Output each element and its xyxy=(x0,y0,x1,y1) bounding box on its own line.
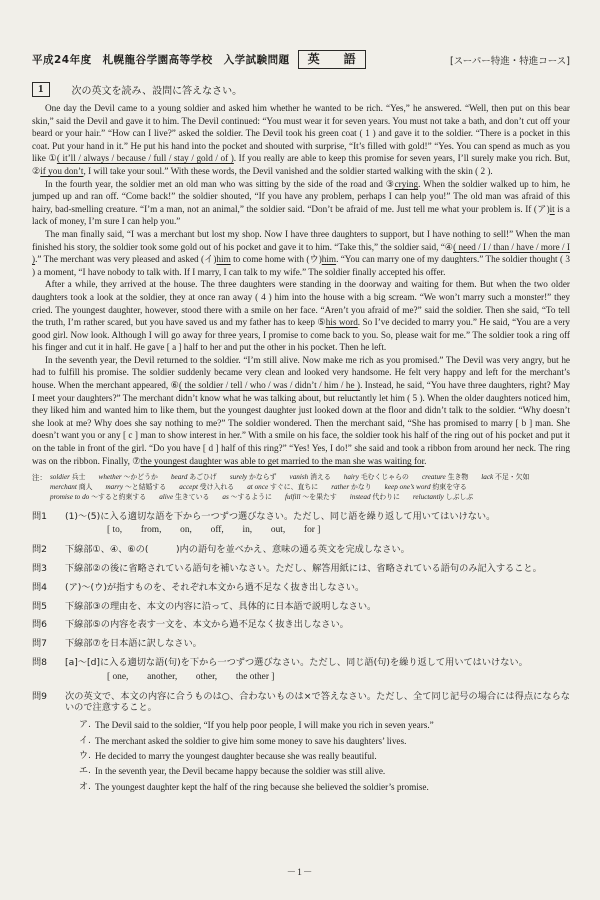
note-line xyxy=(50,493,570,503)
passage xyxy=(32,102,570,467)
note-item xyxy=(350,493,400,503)
note-item xyxy=(159,493,209,503)
note-meaning: 約束を守る xyxy=(432,483,467,492)
passage-text: . So I’ve decided to marry you.” He said, “You are a very good girl. Now look. Although I will go away for three years, I promise to come back to you. So, please wait for me.” The soldier took a ring off his finger and cut it in half. He gave [ a ] half to her and put the other in his pocket. Then he left. xyxy=(32,317,571,353)
note-meaning: かならず xyxy=(248,473,277,482)
statement-item xyxy=(79,764,570,779)
section-instruction: 次の英文を読み、設問に答えなさい。 xyxy=(71,86,243,97)
question-label: 問1 xyxy=(32,510,48,522)
note-meaning: すぐに、直ちに xyxy=(269,483,319,492)
note-item xyxy=(290,473,331,483)
statement-label: ウ. xyxy=(79,750,91,761)
passage-text: . xyxy=(424,455,427,466)
note-item xyxy=(422,473,468,483)
passage-text: . Instead, he said, “You have three daughters, right? May I meet your daughters?” The merchant didn’t know what he was talking about, but reluctantly let him ( 5 ). When the older daughters noticed him, they liked him and wanted him to like them, but the youngest daughter just looked down at the floor and didn’t talk to the soldier. “Why doesn’t she look at me? Why does she say nothing to me?” The soldier wondered. Then the merchant said, “She has promised to marry [ b ] man. She doesn’t want you or any [ c ] man to show interest in her.” With a smile on his face, the soldier took his half of the ring out of his pocket and put it on the table in front of the girl. “Do you have [ d ] half of this ring?” “Yes! Yes, I do!” she said and took a ribbon from around her neck. The ring was on the ribbon. Finally, ⑦ xyxy=(32,380,570,466)
note-word: soldier xyxy=(50,473,70,482)
question-text: (ア)～(ウ)が指すものを、それぞれ本文から過不足なく抜き出しなさい。 xyxy=(65,581,365,593)
question-text: 下線部①、④、⑥の( )内の語句を並べかえ、意味の通る英文を完成しなさい。 xyxy=(65,544,410,556)
note-word: hairy xyxy=(343,473,359,482)
section-head xyxy=(32,82,570,97)
underlined-phrase: the youngest daughter was able to get married to the man she was waiting for xyxy=(140,455,425,466)
subject-box: 英 語 xyxy=(298,50,366,69)
note-meaning: ～するように xyxy=(230,492,272,501)
passage-text: . When the soldier walked up to him, he jumped up and ran off. “Come back!” the soldier shouted, “If you have any problem, perhaps I can help you!” The old man was afraid of this hairy, bad-smelling creature. “I’m a man, not an animal,” the soldier said. “Don’t be afraid of me. Just tell me what your problem is. If (ア) xyxy=(32,178,570,214)
statement-item xyxy=(79,734,570,749)
note-meaning: ～かどうか xyxy=(123,473,158,482)
note-word: at once xyxy=(247,483,269,492)
note-item xyxy=(105,483,166,493)
passage-paragraph-4 xyxy=(32,278,570,354)
passage-paragraph-1 xyxy=(32,102,570,178)
question-label: 問6 xyxy=(32,619,48,631)
note-meaning: かなり xyxy=(350,483,372,492)
questions-list xyxy=(32,511,570,796)
note-item xyxy=(385,483,467,493)
question-label: 問2 xyxy=(32,544,48,556)
statement-item xyxy=(79,718,570,733)
note-meaning: 不足・欠如 xyxy=(495,473,530,482)
passage-text: In the seventh year, the Devil returned to the soldier. “I’m still alive. Now make me rich as you promised.” The Devil was very angry, but he had to fulfill his promise. The soldier suddenly became very clean and looked very handsome. He felt very happy and left for the merchant’s house. When the merchant appeared, ⑥ xyxy=(32,354,570,391)
note-item xyxy=(50,483,92,493)
note-meaning: 兵士 xyxy=(71,473,86,482)
question-options: [ one, another, other, the other ] xyxy=(107,671,275,682)
note-word: rather xyxy=(331,483,350,492)
statement-label: オ. xyxy=(79,781,91,792)
question xyxy=(32,511,570,538)
question xyxy=(32,691,570,796)
question-options: [ to, from, on, off, in, out, for ] xyxy=(107,525,321,536)
note-meaning: ～すると約束する xyxy=(91,492,147,501)
note-word: alive xyxy=(159,492,174,501)
passage-text: , I will take your soul.” With these words, the Devil vanished and the soldier started walking with the skin ( 2 ). xyxy=(83,165,493,176)
question-label: 問4 xyxy=(32,581,48,593)
underlined-phrase: ( need / I / than / have / more / I ) xyxy=(32,241,570,265)
note-word: promise to do xyxy=(50,492,90,501)
statement-text: He decided to marry the youngest daughter because she was really beautiful. xyxy=(95,750,377,761)
note-word: fulfill xyxy=(284,492,301,501)
note-item xyxy=(344,473,409,483)
note-item xyxy=(230,473,277,483)
passage-text: One day the Devil came to a young soldier and asked him whether he wanted to be rich. “Yes,” he answered. “Well, then put on this bear skin,” said the Devil and gave it to him. The Devil continued: “You must wear it for seven years. You must not take a bath, and don’t cut off your beard or your hair.” “How can I live?” asked the soldier. The Devil took his green coat ( 1 ) and gave it to the soldier. “There is a pocket in this coat. Put your hand in it.” He put his hand into the pocket and shouted with surprise, “It’s filled with gold!” “Yes. You can spend as much as you like ① xyxy=(32,103,570,164)
note-item xyxy=(481,473,529,483)
question xyxy=(32,563,570,575)
statement-text: In the seventh year, the Devil became happy because the soldier was still alive. xyxy=(95,766,386,777)
underlined-phrase: it xyxy=(549,203,555,214)
note-meaning: 生き物 xyxy=(447,473,469,482)
underlined-phrase: his word xyxy=(325,317,358,328)
note-item xyxy=(50,493,146,503)
underlined-phrase: him xyxy=(321,254,337,265)
passage-paragraph-3 xyxy=(32,228,570,278)
note-word: surely xyxy=(229,473,248,482)
underlined-phrase: ( the soldier / tell / who / was / didn’t / him / he ) xyxy=(179,380,361,391)
note-meaning: 代わりに xyxy=(372,492,400,501)
note-word: keep one’s word xyxy=(384,483,431,492)
statement-text: The merchant asked the soldier to give him some money to save his daughters’ lives. xyxy=(95,735,407,746)
note-item xyxy=(413,493,473,503)
statement-label: ア. xyxy=(79,720,91,731)
question-text: 下線部⑦を日本語に訳しなさい。 xyxy=(65,638,202,650)
section-number-box: 1 xyxy=(32,82,50,97)
notes-label: 注： xyxy=(32,473,47,483)
underlined-phrase: if you don’t xyxy=(40,165,84,176)
question-text: 下線部③の理由を、本文の内容に沿って、具体的に日本語で説明しなさい。 xyxy=(65,600,377,612)
note-item xyxy=(179,483,234,493)
note-word: instead xyxy=(349,492,371,501)
statement-label: イ. xyxy=(79,735,91,746)
note-word: accept xyxy=(179,483,198,492)
question-text: (1)～(5)に入る適切な語を下から一つずつ選びなさい。ただし、同じ語を繰り返して用いてはいけない。 xyxy=(65,510,496,522)
note-meaning: ～を果たす xyxy=(302,492,337,501)
passage-text: The man finally said, “I was a merchant but lost my shop. Now I have three daughters to support, but I have nothing to sell!” When the man finished his story, the soldier took some gold out of his pocket and gave it to him. “Take this,” the soldier said, “④ xyxy=(32,228,570,252)
note-item xyxy=(50,473,86,483)
question-label: 問8 xyxy=(32,656,48,668)
underlined-phrase: crying xyxy=(394,178,419,189)
note-line xyxy=(50,473,570,483)
note-meaning: あごひげ xyxy=(189,473,217,482)
note-meaning: 商人 xyxy=(78,483,93,492)
passage-paragraph-2 xyxy=(32,178,570,228)
passage-text: In the fourth year, the soldier met an old man who was sitting by the side of the road and ③ xyxy=(45,178,395,189)
question xyxy=(32,657,570,684)
note-word: whether xyxy=(98,473,122,482)
note-word: marry xyxy=(105,483,124,492)
vocabulary-notes xyxy=(32,473,570,502)
question-text: 下線部⑤の内容を表す一文を、本文から過不足なく抜き出しなさい。 xyxy=(65,619,349,631)
note-word: merchant xyxy=(50,483,77,492)
page-number: －1－ xyxy=(286,868,314,878)
note-word: reluctantly xyxy=(412,492,444,501)
note-word: beard xyxy=(170,473,188,482)
question xyxy=(32,582,570,594)
note-item xyxy=(247,483,318,493)
question-text: [a]～[d]に入る適切な語(句)を下から一つずつ選びなさい。ただし、同じ語(句)を繰り返して用いてはいけない。 xyxy=(65,656,528,668)
statement-label: エ. xyxy=(79,766,91,777)
note-word: lack xyxy=(481,473,494,482)
question-label: 問7 xyxy=(32,638,48,650)
statement-item xyxy=(79,780,570,795)
header xyxy=(32,50,570,69)
note-word: creature xyxy=(421,473,446,482)
question xyxy=(32,638,570,650)
question-label: 問3 xyxy=(32,563,48,574)
question xyxy=(32,619,570,631)
note-item xyxy=(171,473,217,483)
question-text: 次の英文で、本文の内容に合うものは○、合わないものは×で答えなさい。ただし、全て同じ記号の場合には得点にならないので注意すること。 xyxy=(65,690,570,714)
note-line xyxy=(50,483,570,493)
statement-list xyxy=(79,718,570,795)
underlined-phrase: him xyxy=(216,254,231,265)
course-label: [スーパー特進・特進コース] xyxy=(450,55,570,67)
note-word: vanish xyxy=(289,473,309,482)
note-item xyxy=(285,493,337,503)
note-meaning: 受け入れる xyxy=(199,483,235,492)
statement-text: The Devil said to the soldier, “If you help poor people, I will make you rich in seven years.” xyxy=(95,720,434,731)
passage-text: . “You can marry one of my daughters.” The soldier thought ( 3 ) a moment, “I have nobody to talk with. If I marry, I can talk to my wife.” The soldier finally accepted his offer. xyxy=(32,254,570,277)
passage-text: .” The merchant was very pleased and asked (イ) xyxy=(35,254,217,265)
passage-text: After a while, they arrived at the house. The three daughters were standing in the doorway and waiting for them. But when the two older daughters took a look at the soldier, they at once ran away ( 4 ) him into the house with a big scream. “We won’t marry such a monster!” they cried. The youngest daughter, however, stood there with a smile on her face. “Aren’t you afraid of me?” said the soldier. Then she said, “To tell the truth, I’m rather scared, but you have saved us and my father has to keep ⑤ xyxy=(32,279,570,328)
statement-item xyxy=(79,749,570,764)
underlined-phrase: ( it’ll / always / because / full / stay / gold / of ) xyxy=(56,153,234,164)
header-title: 平成24年度 札幌龍谷学園高等学校 入学試験問題 xyxy=(32,54,290,66)
note-word: as xyxy=(222,492,229,501)
note-meaning: 毛むくじゃらの xyxy=(360,473,409,482)
note-meaning: しぶしぶ xyxy=(445,492,474,501)
passage-text: . If you really are able to keep this promise for seven years, I’ll surely make you rich. But, ② xyxy=(32,153,570,176)
notes-body xyxy=(50,473,570,502)
question-text: 下線部②の後に省略されている語句を補いなさい。ただし、解答用紙には、省略されている語句のみ記入すること。 xyxy=(65,563,542,574)
note-meaning: 生きている xyxy=(174,492,210,501)
passage-text: to come home with (ウ) xyxy=(230,254,322,265)
note-item xyxy=(222,493,272,503)
note-item xyxy=(331,483,371,493)
question-label: 問9 xyxy=(32,690,48,702)
note-meaning: ～と結婚する xyxy=(124,483,167,492)
statement-text: The youngest daughter kept the half of the ring because she believed the soldier’s promise. xyxy=(95,781,429,792)
passage-text: is a lack of money, I’m sure I can help you.” xyxy=(32,203,570,227)
question-label: 問5 xyxy=(32,600,48,612)
question xyxy=(32,544,570,556)
question xyxy=(32,601,570,613)
note-meaning: 消える xyxy=(310,473,331,482)
passage-paragraph-5 xyxy=(32,354,570,467)
note-item xyxy=(99,473,158,483)
